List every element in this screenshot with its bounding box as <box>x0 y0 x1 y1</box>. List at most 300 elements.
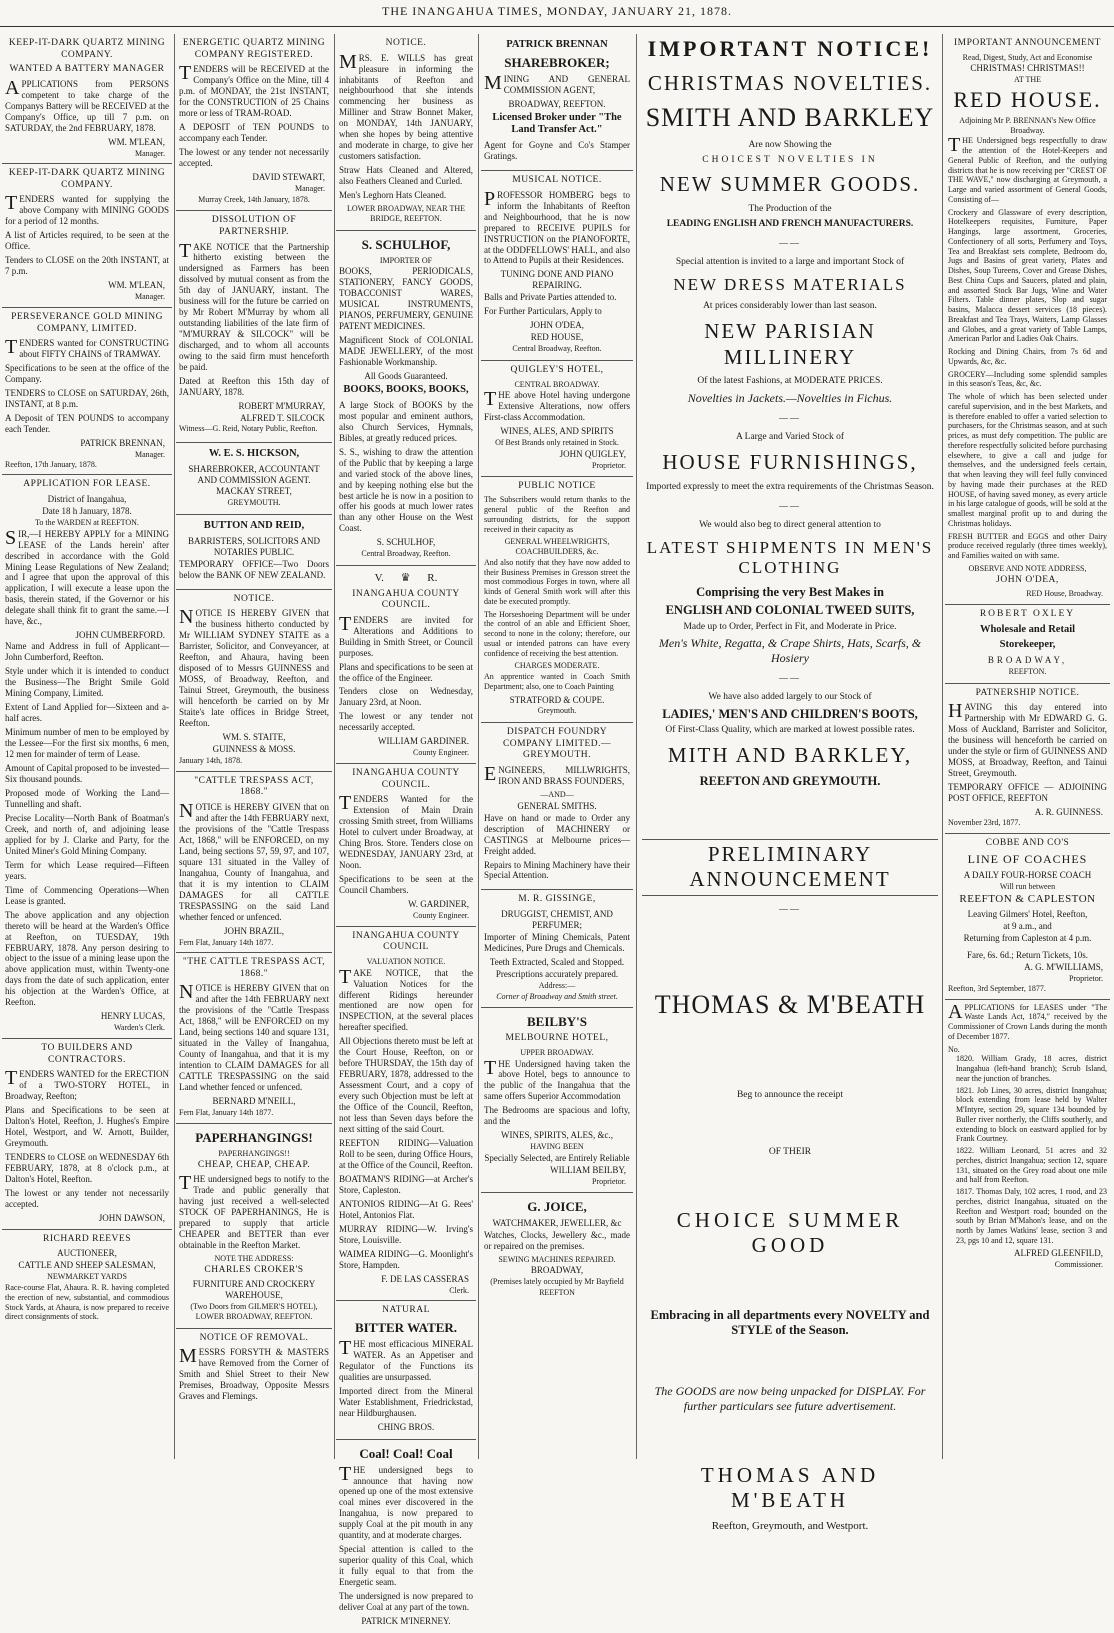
ad-signature: PATRICK BRENNAN, <box>80 437 165 448</box>
ad-to: To the WARDEN at REEFTON. <box>35 517 139 527</box>
column-1 <box>2 34 172 1459</box>
ad-body: TENDERS wanted for CONSTRUCTING about FIFTY CHAINS of TRAMWAY. <box>5 336 169 360</box>
ad-body: MURRAY RIDING—W. Irving's Store, Louisville. <box>339 1223 473 1245</box>
ad-body: All Objections thereto must be left at the Court House, Reefton, on or before THURSDAY, the 15th day of FEBRUARY, 1878, addressed to the Assessment Court, and a copy of every such Objection must be left at the Office of the Council, Reefton, not less than Seven days before the next sitting of the said Court. <box>339 1036 473 1135</box>
ad-title: MELBOURNE HOTEL, <box>505 1033 609 1044</box>
ad-address: MACKAY STREET, <box>216 486 292 497</box>
ad-subtitle: WANTED A BATTERY MANAGER <box>9 64 165 75</box>
ad-signature: ROBERT M'MURRAY, <box>238 401 325 412</box>
ad-subtitle: SHAREBROKER, ACCOUNTANT AND COMMISSION AGENT. <box>188 463 320 485</box>
ad-title: NATURAL <box>382 1305 430 1316</box>
ad-cobbe-coaches <box>945 834 1110 1000</box>
notice-text: Imported expressly to meet the extra requirements of the Christmas Season. <box>646 481 934 492</box>
ad-body: The Horseshoeing Department will be under the control of an able and Efficient Shoer, second to none in the colony; therefore, our usual or intended patrons can have every confidence of receiving the best attention. <box>484 609 630 658</box>
ad-signature: JOHN CUMBERFORD. <box>75 630 165 641</box>
ad-subtitle: IMPORTER OF <box>379 255 433 265</box>
ad-subtitle: Wholesale and Retail <box>979 623 1076 635</box>
notice-tweed: ENGLISH AND COLONIAL TWEED SUITS, <box>665 603 915 618</box>
ad-body: Importer of Mining Chemicals, Patent Medicines, Pure Drugs and Chemicals. <box>484 931 630 953</box>
divider: —— <box>779 903 801 914</box>
ad-dissolution <box>176 211 332 442</box>
ad-signature-role: Manager. <box>135 148 165 158</box>
ad-keep-it-dark-tenders <box>2 164 172 308</box>
ad-name: CHARLES CROKER'S <box>204 1264 304 1275</box>
ad-council-drain <box>336 764 476 927</box>
ad-signature: JOHN DAWSON, <box>98 1212 165 1223</box>
ad-body: NOTICE is HEREBY GIVEN that on and after the 14th FEBRUARY next, the provisions of the "Cattle Trespass Act, 1868," will be ENFORCED, on my Land, being sections 57, 59, 97, and 107, square 131 situated in the Valley of Inangahua, County of Inangahua, and that it is my intention to CLAIM DAMAGES for all CATTLE TRESPASSING on the said Land whether fenced or unfenced. <box>179 799 329 922</box>
ad-body: TENDERS WANTED for the ERECTION of a TWO-STORY HOTEL, in Broadway, Reefton; <box>5 1067 169 1102</box>
column-6 <box>945 34 1110 1459</box>
notice-thomas: THOMAS AND M'BEATH <box>700 1462 880 1513</box>
notice-text: Comprising the very Best Makes in <box>696 585 884 600</box>
ad-signature: A. R. GUINNESS. <box>1034 807 1103 818</box>
ad-subtitle: BARRISTERS, SOLICITORS AND NOTARIES PUBLIC. <box>187 536 321 557</box>
ad-title: S. SCHULHOF, <box>361 236 451 252</box>
ad-body: Tenders close on Wednesday, January 23rd, at Noon. <box>339 686 473 708</box>
notice-text: CHOICEST NOVELTIES IN <box>702 154 878 165</box>
ad-title: IMPORTANT ANNOUNCEMENT <box>954 38 1101 48</box>
divider: —— <box>779 238 801 249</box>
column-rule <box>334 34 335 1459</box>
notice-firm: SMITH AND BARKLEY <box>645 103 935 133</box>
ad-title: M. R. GISSINGE, <box>518 894 596 905</box>
ad-signature-role: Manager. <box>135 449 165 459</box>
ad-signature-role: Proprietor. <box>592 1176 626 1186</box>
ad-subtitle: Adjoining Mr P. BRENNAN's New Office Broadway. <box>959 115 1096 135</box>
ad-headline: LINE OF COACHES <box>967 852 1088 867</box>
ad-title: W. E. S. HICKSON, <box>208 447 300 459</box>
ad-body: Leaving Gilmers' Hotel, Reefton, <box>967 909 1088 920</box>
ad-body: Race-course Flat, Ahaura. R. R. having completed the erection of new, substantial, and commodious Stock Yards, at Ahaura, is now prepared to receive direct consignments of stock. <box>5 1283 169 1322</box>
ad-gissinge <box>481 890 633 1008</box>
ad-body: Returning from Capleston at 4 p.m. <box>963 933 1092 944</box>
ad-body: Special attention is called to the superior quality of this Coal, which it fully equal to that from the Energetic seam. <box>339 1544 473 1588</box>
notice-text: Novelties in Jackets.—Novelties in Fichus. <box>687 390 893 405</box>
ad-signature: WILLIAM GARDINER. <box>378 736 469 747</box>
ad-address: RED House, Broadway. <box>1026 589 1103 599</box>
notice-text: We would also beg to direct general attention to <box>699 520 881 531</box>
ad-subtitle: A DAILY FOUR-HORSE COACH <box>963 870 1092 881</box>
notice-preliminary: PRELIMINARY ANNOUNCEMENT <box>642 839 938 896</box>
notice-christmas: CHRISTMAS NOVELTIES. <box>647 70 933 95</box>
column-4 <box>481 34 633 1459</box>
notice-text: Of the latest Fashions, at MODERATE PRICES. <box>697 376 883 387</box>
ad-body: Repairs to Mining Machinery have their Special Attention. <box>484 859 630 881</box>
notice-house: HOUSE FURNISHINGS, <box>662 449 918 474</box>
ad-title: PATNERSHIP NOTICE. <box>975 687 1080 698</box>
ad-body: THE most efficacious MINERAL WATER. As an Appetiser and Regulator of the Functions its qualities are unsurpassed. <box>339 1336 473 1382</box>
ad-body: A list of Articles required, to be seen at the Office. <box>5 230 169 252</box>
ad-partnership <box>945 684 1110 834</box>
ad-body: Plans and specifications to be seen at the office of the Engineer. <box>339 661 473 683</box>
ad-body: An apprentice wanted in Coach Smith Department; also, one to Coach Painting <box>484 672 630 691</box>
ad-date: Fern Flat, January 14th 1877. <box>179 1108 274 1118</box>
ad-subtitle: —AND— <box>540 789 574 799</box>
ad-body: Rocking and Dining Chairs, from 7s 6d and Upwards, &c, &c. <box>948 347 1107 366</box>
ad-body: FRESH BUTTER and EGGS and other Dairy produce received regularly (three times weekly), and Families waited on with same. <box>948 531 1107 561</box>
ad-signature-role: Commissioner. <box>1054 1259 1103 1269</box>
ad-body: APPLICATIONS from PERSONS competent to take charge of the Companys Battery will be RECEIVED at the Company's Office, up till 7 p.m. on SATURDAY, the 2nd FEBRUARY, 1878. <box>5 76 169 133</box>
ad-body: Time of Commencing Operations—When Lease is granted. <box>5 884 169 906</box>
ad-body: Agent for Goyne and Co's Stamper Gratings. <box>484 140 630 162</box>
ad-body: Name and Address in full of Applicant—John Cumberford, Reefton. <box>5 641 169 663</box>
ad-signature: JOHN O'DEA, <box>996 574 1059 585</box>
ad-signature: WM. S. STAITE, <box>222 732 286 743</box>
ad-title: KEEP-IT-DARK QUARTZ MINING COMPANY. <box>8 168 166 190</box>
ad-subtitle: VALUATION NOTICE. <box>366 956 446 966</box>
ad-body: ENGINEERS, MILLWRIGHTS, IRON AND BRASS FOUNDERS, <box>484 762 630 786</box>
list-item: 1820. William Grady, 18 acres, district Inangahua (left-hand branch); Scrub Island, near the junction of branches. <box>956 1054 1107 1083</box>
ad-address: Central Broadway, Reefton. <box>361 549 451 559</box>
column-2 <box>176 34 332 1459</box>
ad-body: MRS. E. WILLS has great pleasure in informing the inhabitants of Reefton and neighbourhood that she intends commencing her business as Milliner and Straw Bonnet Maker, on MONDAY, 14th JANUARY, when she hopes by being attentive and moderate in charge, to give her customers satisfaction. <box>339 50 473 162</box>
ad-red-house <box>945 34 1110 605</box>
ad-date: Dated at Reefton this 15th day of JANUARY, 1878. <box>179 376 329 398</box>
ad-body: THE undersigned begs to announce that having now opened up one of the most extensive coal mines ever discovered in the Inangahua, is now prepared to supply Coal at the pit mouth in any quantity, and at moderate charges. <box>339 1462 473 1541</box>
notice-text: At prices considerably lower than last season. <box>703 301 877 312</box>
ad-title: KEEP-IT-DARK QUARTZ MINING COMPANY. <box>8 38 166 60</box>
ad-energetic <box>176 34 332 211</box>
ad-body: Licensed Broker under "The Land Transfer Act." <box>492 111 622 136</box>
ad-title: INANGAHUA COUNTY COUNCIL. <box>352 588 460 611</box>
divider: —— <box>779 673 801 684</box>
masthead: THE INANGAHUA TIMES, MONDAY, JANUARY 21, 1878. <box>0 4 1114 27</box>
ad-date: Reefton, 3rd September, 1877. <box>948 983 1046 993</box>
ad-musical <box>481 171 633 361</box>
ad-body: A Deposit of TEN POUNDS to accompany each Tender. <box>5 412 169 434</box>
ad-wills <box>336 34 476 231</box>
ad-signature: GUINNESS & MOSS. <box>212 744 296 755</box>
column-rule <box>942 34 943 1459</box>
ad-body: The Bedrooms are spacious and lofty, and the <box>484 1105 630 1127</box>
ad-cattle-trespass-2 <box>176 953 332 1124</box>
ad-title: INANGAHUA COUNTY COUNCIL <box>352 930 460 953</box>
notice-text: The Production of the <box>748 203 832 214</box>
ad-address: BROADWAY, <box>987 655 1068 666</box>
ad-subtitle: GENERAL SMITHS. <box>517 800 597 811</box>
ad-subtitle: GENERAL WHEELWRIGHTS, COACHBUILDERS, &c. <box>504 537 610 557</box>
ad-subtitle: PAPERHANGINGS!! <box>218 1148 290 1158</box>
ad-body: The whole of which has been selected under careful supervision, and in the best Markets, and is therefore enabled to offer a varied selection to purchasers, for the Christmas season, and at such prices, as must defy competition. The public are therefore respectfully solicited before purchasing elsewhere, to give a call and judge for themselves, and the undersigned feels certain, that when leaving they will feel fully convinced by having made their purchases at the RED HOUSE, of having saved money, as every article in his large catalogue of goods, will be sold at the smallest marginal profit up to and during the Christmas holidays. <box>948 392 1107 528</box>
ad-subtitle: Read, Digest, Study, Act and Economise <box>962 52 1093 62</box>
ad-body: HAVING BEEN <box>530 1142 584 1152</box>
notice-millinery: NEW PARISIAN MILLINERY <box>704 318 876 369</box>
ad-title: NOTICE OF REMOVAL. <box>199 1332 309 1343</box>
notice-text: A Large and Varied Stock of <box>735 432 845 443</box>
ad-body: The lowest or any tender not necessarily accepted. <box>339 711 473 733</box>
ad-no: No. <box>948 1044 960 1054</box>
ad-body: Specifications to be seen at the Council Chambers. <box>339 874 473 895</box>
royal-crest <box>339 572 473 585</box>
ad-body: Teeth Extracted, Scaled and Stopped. <box>489 956 625 967</box>
ad-signature-role: Greymouth. <box>537 706 577 716</box>
ad-address: BROADWAY, REEFTON. <box>508 98 606 109</box>
ad-route: REEFTON & CAPLESTON <box>959 892 1096 905</box>
lease-list <box>948 1054 1107 1245</box>
notice-text: Are now Showing the <box>748 140 832 151</box>
ad-signature-role: Manager. <box>295 183 325 193</box>
ad-body: NOTICE is HEREBY GIVEN that on and after the 14th FEBRUARY next the provisions of the "Cattle Trespass Act, 1868," will be ENFORCED on my Land, being sections 140 and square 131, situated in the Valley of Inangahua, County of Inangahua, and that it is my intention to CLAIM DAMAGES for all CATTLE TRESPASSING on the said Land whether fenced or unfenced. <box>179 981 329 1093</box>
ad-body: WINES, ALES, AND SPIRITS <box>500 426 614 437</box>
crest-right-letter: R. <box>427 572 438 585</box>
ad-body: Specially Selected, are Entirely Reliable <box>484 1153 630 1164</box>
ad-title: MUSICAL NOTICE. <box>512 175 602 186</box>
ad-body: BOATMAN'S RIDING—at Archer's Store, Capleston. <box>339 1174 473 1195</box>
ad-date: Date 18 h January, 1878. <box>42 505 132 516</box>
ad-body: THE Undersigned having taken the above Hotel, begs to announce to the public of the Inangahua that the same offers Superior Accommodation <box>484 1056 630 1102</box>
ad-body: GROCERY—Including some splendid samples in this season's Teas, &c, &c. <box>948 369 1107 389</box>
notice-shipments: LATEST SHIPMENTS IN MEN'S CLOTHING <box>646 537 934 578</box>
ad-title: QUIGLEY'S HOTEL, <box>510 365 604 376</box>
ad-address: BROADWAY, <box>530 1265 584 1276</box>
notice-text: REEFTON AND GREYMOUTH. <box>699 774 881 789</box>
ad-signature: BERNARD M'NEILL, <box>212 1096 296 1107</box>
ad-title: APPLICATION FOR LEASE. <box>23 479 151 490</box>
ad-title: PUBLIC NOTICE <box>518 480 596 491</box>
ad-keep-it-dark-battery <box>2 34 172 164</box>
ad-body: TENDERS to CLOSE on SATURDAY, 26th, INSTANT, at 8 p.m. <box>5 387 169 409</box>
ad-body: The Subscribers would return thanks to the general public of the Reefton and surrounding districts, for the support received in their capacity as <box>484 495 630 534</box>
ad-address: RED HOUSE, <box>530 332 584 343</box>
ad-body: Crockery and Glassware of every description, Hotelkeepers requisites, Furniture, Paper Hangings, large assortment, Groceries, Confectionery of all sorts, Perfumery and Toys, Tea and Breakfast sets complete, Bedroom do, Jugs and Basins of great variety, Plates and Dishes, Soup Tureens, Cover and Grease Dishes, Best China Cups and Saucers, plated and plain, and assorted Stock Bar Jugs, Wine and Water Filters. Table dinner plates, Slop and sugar basins, Malacca dessert services (18 pieces). Breakfast and Tea Trays, Waiters, Lamp Glasses and Globes, and a great variety of Table Lamps, American Parlor and Ladies Oak Chairs. <box>948 207 1107 344</box>
ad-body: Straw Hats Cleaned and Altered, also Feathers Cleaned and Curled. <box>339 165 473 187</box>
ad-subtitle: SHAREBROKER; <box>504 54 610 70</box>
ad-joice <box>481 1193 633 1304</box>
ad-body: OBSERVE AND NOTE ADDRESS, <box>968 563 1087 573</box>
ad-title: INANGAHUA COUNTY COUNCIL. <box>352 768 460 790</box>
ad-title: BITTER WATER. <box>354 1320 458 1336</box>
ad-signature: WILLIAM BEILBY, <box>550 1165 626 1176</box>
ad-title: TO BUILDERS AND CONTRACTORS. <box>41 1043 133 1065</box>
column-5 <box>640 34 940 1532</box>
ad-body: NOTICE IS HEREBY GIVEN that the business hitherto conducted by Mr WILLIAM SYDNEY STAITE as a Barrister, Solicitor, and Conveyancer, at Reefton, and Ahaura, having been disposed of to Messrs GUINNESS and MOSS, of Broadway, Reefton, and Tainui Street, Greymouth, the business will henceforth be carried on by Mr Staite's late offices in Bridge Street, Reefton. <box>179 606 329 729</box>
ad-body: Watches, Clocks, Jewellery &c., made or repaired on the premises. <box>484 1229 630 1251</box>
ad-title: NOTICE. <box>385 38 427 48</box>
ad-title: BUTTON AND REID, <box>203 520 305 532</box>
ad-signature-role: Proprietor. <box>1069 974 1103 984</box>
ad-signature-role: County Engineer. <box>413 748 469 758</box>
ad-oxley <box>945 605 1110 684</box>
ad-body: Magnificent Stock of COLONIAL MADE JEWELLERY, of the most Fashionable Workmanship. <box>339 335 473 368</box>
ad-body: Men's Leghorn Hats Cleaned. <box>339 190 447 201</box>
ad-body: WAIMEA RIDING—G. Moonlight's Store, Hampden. <box>339 1248 473 1270</box>
ad-body: The lowest or any tender not necessarily accepted. <box>179 146 329 168</box>
ad-body: Plans and Specifications to be seen at Dalton's Hotel, Reefton, J. Hughes's Empire Hotel, Westport, and W. Arnott, Builder, Greymouth. <box>5 1105 169 1148</box>
ad-address: (Two Doors from GILMER'S HOTEL), LOWER BROADWAY, REEFTON. <box>190 1302 318 1321</box>
ad-body: HAVING this day entered into Partnership with Mr EDWARD G. G. Moss of Auckland, Barrister and Solicitor, the business will henceforth be carried on under the style or firm of GUINNESS AND MOSS, at Broadway, Reefton, and Tainui Street, Greymouth. <box>948 700 1107 779</box>
ad-body: TENDERS are invited for Alterations and Additions to Building in Smith Street, or Council purposes. <box>339 612 473 658</box>
ad-builders <box>2 1039 172 1230</box>
ad-body: at 9 a.m., and <box>1003 921 1052 932</box>
ad-signature: JOHN O'DEA, <box>529 320 585 331</box>
ad-body: Extent of Land Applied for—Sixteen and a-half acres. <box>5 702 169 724</box>
ad-body: Proposed mode of Working the Land—Tunnelling and shaft. <box>5 787 169 809</box>
ad-signature-role: Proprietor. <box>592 460 626 470</box>
ad-body: Precise Locality—North Bank of Boatman's Creek, and north of, and adjoining lease applied for by J. Clarke and Party, for the United Miner's Gold Mining Company. <box>5 812 169 856</box>
ad-signature: F. DE LAS CASSERAS <box>381 1273 469 1284</box>
ad-waste-lands <box>945 1000 1110 1275</box>
ad-body: CHARGES MODERATE. <box>514 661 600 671</box>
ad-signature-role: Warden's Clerk. <box>113 1023 165 1033</box>
ad-dispatch-foundry <box>481 723 633 890</box>
notice-text: Men's White, Regatta, & Crape Shirts, Hats, Scarfs, & Hosiery <box>658 636 922 665</box>
ad-body: The lowest or any tender not necessarily accepted. <box>5 1187 169 1209</box>
ad-title: ENERGETIC QUARTZ MINING COMPANY REGISTERED. <box>182 38 326 60</box>
ad-address: Corner of Broadway and Smith street. <box>496 991 618 1001</box>
ad-body: THE Undersigned begs respectfully to draw the attention of the Hotel-Keepers and General Public of Reefton, and the outlying districts that he is now receiving per "CREST OF THE WAVE," now discharging at Greymouth, a Large and varied assortment of General Goods, Consisting of— <box>948 134 1107 204</box>
ad-subtitle: DRUGGIST, CHEMIST, AND PERFUMER; <box>501 909 613 930</box>
ad-signature: W. GARDINER, <box>408 898 469 909</box>
ad-body: Term for which Lease required—Fifteen years. <box>5 859 169 881</box>
ad-perseverance <box>2 308 172 475</box>
ad-body: Tenders to CLOSE on the 20th INSTANT, at 7 p.m. <box>5 255 169 277</box>
notice-headline: IMPORTANT NOTICE! <box>647 36 933 61</box>
ad-reeves <box>2 1230 172 1330</box>
ad-signature: A. G. M'WILLIAMS, <box>1024 962 1103 973</box>
ad-brennan <box>481 34 633 171</box>
ad-date: November 23rd, 1877. <box>948 818 1021 828</box>
ad-body: TENDERS will be RECEIVED at the Company's Office on the Mine, till 4 p.m. of MONDAY, the 21st INSTANT, for the CONSTRUCTION of 25 Chains more or less of TRAM-ROAD. <box>179 62 329 119</box>
ad-subtitle: CHEAP, CHEAP, CHEAP. <box>197 1159 311 1170</box>
notice-text: Special attention is invited to a large and important Stock of <box>675 257 905 268</box>
column-3 <box>336 34 476 1627</box>
ad-title: NOTICE. <box>233 593 275 604</box>
ad-smith-barkley <box>640 36 940 1533</box>
ad-note: NOTE THE ADDRESS: <box>214 1253 294 1263</box>
ad-removal <box>176 1329 332 1410</box>
ad-signature-role: Clerk. <box>449 1285 469 1295</box>
ad-body: THE undersigned begs to notify to the Trade and public generally that having just received a well-selected STOCK OF PAPERHANINGS, He is prepared to supply that article CHEAPER and BETTER than ever obtainable in the Reefton Market. <box>179 1172 329 1250</box>
ad-date: Fern Flat, January 14th 1877. <box>179 937 274 947</box>
ad-body: MESSRS FORSYTH & MASTERS have Removed from the Corner of Smith and Shiel Street to their New Premises, Broadway, Opposite Messrs Graves and Flemings. <box>179 1345 329 1402</box>
ad-address: Address:— <box>538 980 576 990</box>
ad-body: TUNING DONE AND PIANO REPAIRING. <box>500 269 614 291</box>
list-item: 1817. Thomas Daly, 102 acres, 1 rood, and 23 perches, district Inangahua, situated on the Reefton and Westport road; bounded on the south by Brian M'Mahon's lease, and on the north by James Watkins' lease, section 3 and 23, pgs 10 and 12, square 131. <box>956 1187 1107 1245</box>
ad-notice-staite <box>176 590 332 772</box>
notice-text: The GOODS are now being unpacked for DISPLAY. For further particulars see future advertisement. <box>654 1384 926 1414</box>
ad-body: TEMPORARY OFFICE — ADJOINING POST OFFICE, REEFTON <box>948 782 1107 804</box>
ad-subtitle: CENTRAL BROADWAY. <box>514 379 600 389</box>
ad-signature: PATRICK M'INERNEY. <box>361 1616 451 1627</box>
column-rule <box>636 34 637 1459</box>
ad-title: "CATTLE TRESPASS ACT, 1868." <box>194 775 314 798</box>
notice-text: We have also added largely to our Stock of <box>708 692 872 703</box>
crest-left-letter: V. <box>374 572 384 585</box>
notice-text: Reefton, Greymouth, and Westport. <box>711 1519 869 1532</box>
ad-signature: DAVID STEWART, <box>252 171 325 182</box>
ad-address: Central Broadway, Reefton. <box>512 344 602 354</box>
ad-schulhof <box>336 231 476 566</box>
ad-body: THE above Hotel having undergone Extensive Alterations, now offers First-class Accommodation. <box>484 388 630 423</box>
ad-title: G. JOICE, <box>527 1198 587 1214</box>
ad-hickson <box>176 443 332 515</box>
ad-body: REEFTON RIDING—Valuation Roll to be seen, during Office Hours, at the Office of the Council, Reefton. <box>339 1138 473 1171</box>
ad-address: LOWER BROADWAY, NEAR THE BRIDGE, REEFTON. <box>346 204 466 223</box>
ad-name: FURNITURE AND CROCKERY WAREHOUSE, <box>192 1279 316 1301</box>
ad-body: Style under which it is intended to conduct the Business—The Bright Smile Gold Mining Company, Limited. <box>5 666 169 699</box>
ad-body: ANTONIOS RIDING—At G. Rees' Hotel, Antonios Flat. <box>339 1198 473 1220</box>
column-rule <box>478 34 479 1459</box>
list-item: 1822. William Leonard, 51 acres and 32 perches, district Inangahua; section 12, square 131, situated on the Grey road about one mile and half from Reefton. <box>956 1146 1107 1185</box>
ad-body: APPLICATIONS for LEASES under "The Waste Lands Act, 1874," received by the Commissioner of Crown Lands during the month of December 1877. <box>948 1000 1107 1041</box>
divider: —— <box>779 413 801 424</box>
ad-body: TEMPORARY OFFICE—Two Doors below the BANK OF NEW ZEALAND. <box>179 558 329 580</box>
ad-subtitle: AUCTIONEER, <box>57 1248 117 1259</box>
ad-title: "THE CATTLE TRESPASS ACT, 1868." <box>182 957 326 979</box>
ad-body: TENDERS Wanted for the Extension of Main Drain crossing Smith street, from Williams Hotel to culvert under Broadway, at Ching Bros. Store. Tenders close on WEDNESDAY, JANUARY 23rd, at Noon. <box>339 792 473 871</box>
ad-body: S. S., wishing to draw the attention of the Public that by keeping a large and varied stock of the above lines, and by keeping nothing else but the best article he is now in a position to offer his goods at much lower rates than any other House on the West Coast. <box>339 446 473 534</box>
notice-thomas: THOMAS & M'BEATH <box>654 989 926 1019</box>
ad-signature: WM. M'LEAN, <box>108 280 165 291</box>
ad-body: TAKE NOTICE that the Partnership hitherto existing between the undersigned as Farmers has been dissolved by mutual consent as from the 5th day of JANUARY, instant. The business will for the future be carried on by Mr Robert M'Murray by whom all outstanding liabilities of the late firm of "M'MURRAY & SILCOCK" will be discharged, and to whom all accounts owing to the said firm must henceforth be paid. <box>179 239 329 373</box>
ad-beilby <box>481 1008 633 1192</box>
ad-headline: RED HOUSE. <box>953 87 1102 113</box>
notice-text: LEADING ENGLISH AND FRENCH MANUFACTURERS. <box>666 218 914 229</box>
ad-body: Prescriptions accurately prepared. <box>495 968 619 979</box>
ad-title: PERSEVERANCE GOLD MINING COMPANY, LIMITED. <box>11 311 163 334</box>
notice-text: Of First-Class Quality, which are marked at lowest possible rates. <box>665 725 915 736</box>
ad-body: For Further Particulars, Apply to <box>484 306 602 317</box>
ad-body: Specifications to be seen at the office of the Company. <box>5 363 169 385</box>
notice-text: Embracing in all departments every NOVELTY and STYLE of the Season. <box>650 1307 930 1338</box>
ad-button-reid <box>176 515 332 590</box>
ad-body: Minimum number of men to be employed by the Lessee—For the first six months, 6 men, 12 men for mainder of term of Lease. <box>5 727 169 759</box>
notice-firm: MITH AND BARKLEY, <box>667 742 913 767</box>
ad-body: TAKE NOTICE, that the Valuation Notices for the different Ridings hereunder mentioned are now open for INSPECTION, at the several places hereafter specified. <box>339 965 473 1033</box>
ad-cattle-trespass-1 <box>176 772 332 954</box>
ad-body: Amount of Capital proposed to be invested—Six thousand pounds. <box>5 762 169 784</box>
notice-summer: NEW SUMMER GOODS. <box>659 172 921 197</box>
ad-body: A DEPOSIT of TEN POUNDS to accompany each Tender. <box>179 122 329 143</box>
ad-body: Balls and Private Parties attended to. <box>484 292 617 303</box>
ad-address: GREYMOUTH. <box>227 498 281 508</box>
ad-signature: HENRY LUCAS, <box>100 1011 165 1022</box>
ad-signature: ALFRED GLEENFILD, <box>1014 1247 1103 1258</box>
notice-text: Beg to announce the receipt <box>736 1089 844 1100</box>
ad-body: BOOKS, PERIODICALS, STATIONERY, FANCY GOODS, TOBACCONIST WARES, MUSICAL INSTRUMENTS, PIANOS, PERFUMERY, GENUINE PATENT MEDICINES. <box>339 266 473 332</box>
notice-text: OF THEIR <box>768 1147 812 1158</box>
ad-title: RICHARD REEVES <box>42 1233 132 1244</box>
ad-date: Murray Creek, 14th January, 1878. <box>198 194 310 204</box>
ad-title: BEILBY'S <box>527 1014 587 1030</box>
ad-body: Of Best Brands only retained in Stock. <box>495 438 619 448</box>
column-rule <box>174 34 175 1459</box>
notice-text: Made up to Order, Perfect in Fit, and Moderate in Price. <box>683 621 897 632</box>
ad-address: REEFTON <box>539 1287 575 1297</box>
ad-body: TENDERS wanted for supplying the above Company with MINING GOODS for a period of 12 months. <box>5 192 169 227</box>
notice-dress: NEW DRESS MATERIALS <box>673 274 907 294</box>
divider: —— <box>779 501 801 512</box>
ad-title: Coal! Coal! Coal <box>359 1445 453 1461</box>
ad-paperhangings <box>176 1124 332 1329</box>
ad-subtitle: AT THE <box>1013 75 1042 85</box>
ad-council-alterations <box>336 566 476 764</box>
ad-title: PAPERHANGINGS! <box>195 1129 313 1145</box>
ad-body: SEWING MACHINES REPAIRED. <box>498 1254 616 1264</box>
ad-witness: Witness—G. Reid, Notary Public, Reefton. <box>179 424 318 433</box>
ad-date: Reefton, 17th January, 1878. <box>5 459 97 469</box>
ad-subtitle: WATCHMAKER, JEWELLER, &c <box>492 1217 622 1228</box>
ad-signature: JOHN QUIGLEY, <box>559 448 626 459</box>
ad-title: COBBE AND CO'S <box>985 837 1070 848</box>
ad-body: (Premises lately occupied by Mr Bayfield <box>490 1277 624 1287</box>
ad-subtitle: UPPER BROADWAY. <box>520 1047 594 1057</box>
ad-subtitle: NEWMARKET YARDS <box>47 1272 127 1282</box>
ad-body: And also notify that they have now added to their Business Premises in Gresson street the most commodious Forges in town, where all kinds of General Smith work will after this date be executed promptly. <box>484 557 630 606</box>
list-item: 1821. Job Lines, 30 acres, district Inangahua; block extending from lease held by Walter M'Intyre, section 29, square 134 bounded by Buller river northerly, the Cliffs southerly, and extending to block on eastward applied for by Frank Courtney. <box>956 1085 1107 1144</box>
ad-body: SIR,—I HEREBY APPLY for a MINING LEASE of the Lands herein' after described in accordance with the Gold Mining Lease Regulations of New Zealand; and I agree that upon the approval of this application, I will execute a lease upon the basis, therein stated, if the Governor or his delegate shall think fit to grant the same.—I have, &c., <box>5 526 169 627</box>
ad-bitter-water <box>336 1301 476 1439</box>
